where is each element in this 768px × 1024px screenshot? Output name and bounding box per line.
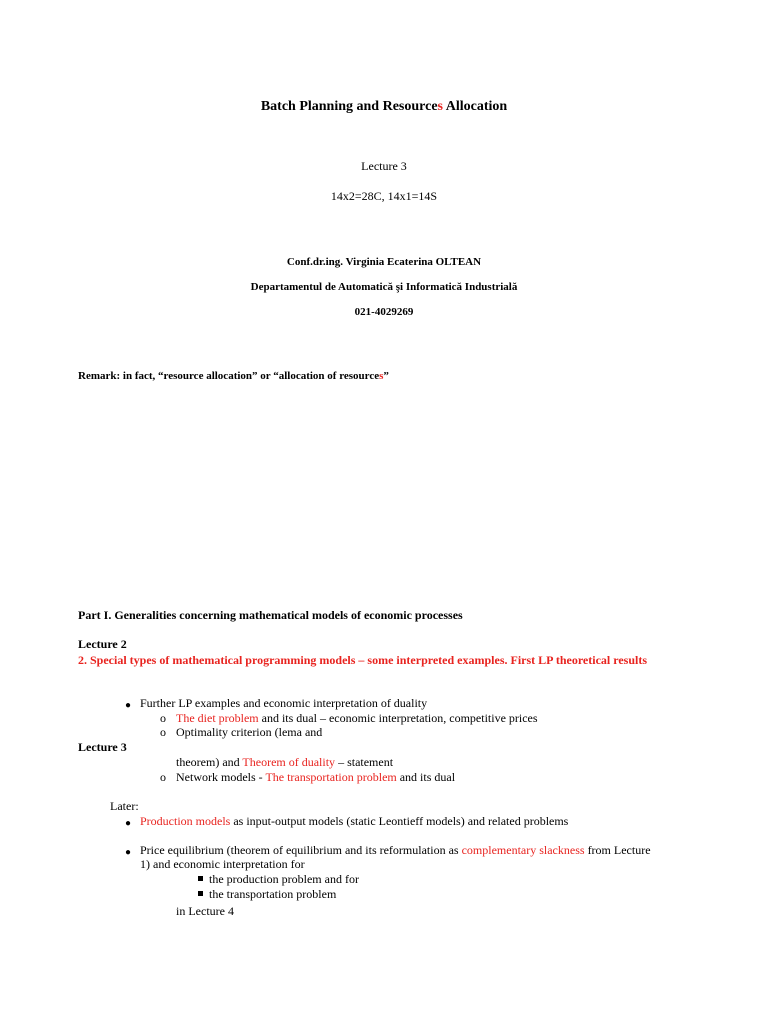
part-heading: Part I. Generalities concerning mathematical models of economic processes — [78, 608, 463, 622]
item-text: Price equilibrium (theorem of equilibrium and its reformulation as — [140, 843, 462, 857]
item-text: – statement — [335, 755, 394, 769]
lecture-number: Lecture 3 — [361, 159, 407, 173]
list-item-continued — [176, 755, 393, 770]
sub-list-item: the transportation problem — [209, 887, 337, 901]
sub-list-item: the production problem and for — [209, 872, 359, 886]
remark-text: Remark: in fact, “resource allocation” or “allocation of resource — [78, 370, 380, 382]
section-heading: 2. Special types of mathematical programming models – some interpreted examples. First LP theoretical results — [78, 653, 648, 667]
remark-line — [78, 369, 389, 384]
item-text: Network models - — [176, 770, 266, 784]
page-title — [0, 98, 768, 115]
lecture-4-note: in Lecture 4 — [176, 904, 234, 918]
item-text: from Lecture — [584, 843, 651, 857]
title-highlight: s — [437, 99, 443, 114]
item-text: as input-output models (static Leontieff models) and related problems — [230, 814, 569, 828]
bullet-icon: ● — [125, 700, 132, 711]
slackness-term: complementary slackness — [461, 843, 585, 857]
bullet-icon: ● — [125, 847, 132, 858]
item-text: theorem) and — [176, 755, 243, 769]
diet-problem-term: The diet problem — [176, 711, 259, 725]
hollow-bullet-icon: o — [160, 770, 166, 784]
lecture-3-label: Lecture 3 — [78, 740, 127, 754]
hollow-bullet-icon: o — [160, 711, 166, 725]
transportation-term: The transportation problem — [265, 770, 397, 784]
remark-highlight: s — [379, 370, 384, 382]
lecture-2-label: Lecture 2 — [78, 637, 127, 651]
list-item — [140, 843, 651, 858]
hollow-bullet-icon: o — [160, 725, 166, 739]
list-item-continued: 1) and economic interpretation for — [140, 857, 305, 871]
author-name: Conf.dr.ing. Virginia Ecaterina OLTEAN — [286, 256, 482, 268]
duality-term: Theorem of duality — [242, 755, 336, 769]
list-item — [140, 814, 568, 829]
title-part: Batch Planning and Resource — [260, 99, 438, 114]
list-item — [176, 770, 455, 785]
later-label: Later: — [110, 799, 139, 813]
list-item — [176, 711, 538, 726]
item-text: and its dual – economic interpretation, competitive prices — [258, 711, 538, 725]
list-item: Optimality criterion (lema and — [176, 725, 323, 739]
bullet-icon: ● — [125, 818, 132, 829]
department-name: Departamentul de Automatică şi Informatică Industrială — [250, 281, 518, 293]
square-bullet-icon — [198, 876, 203, 881]
list-item: Further LP examples and economic interpretation of duality — [140, 696, 428, 710]
item-text: and its dual — [396, 770, 456, 784]
square-bullet-icon — [198, 891, 203, 896]
phone-number: 021-4029269 — [354, 306, 414, 318]
course-hours: 14x2=28C, 14x1=14S — [330, 189, 438, 203]
remark-text: ” — [383, 370, 389, 382]
title-part: Allocation — [443, 99, 508, 114]
production-models-term: Production models — [140, 814, 231, 828]
